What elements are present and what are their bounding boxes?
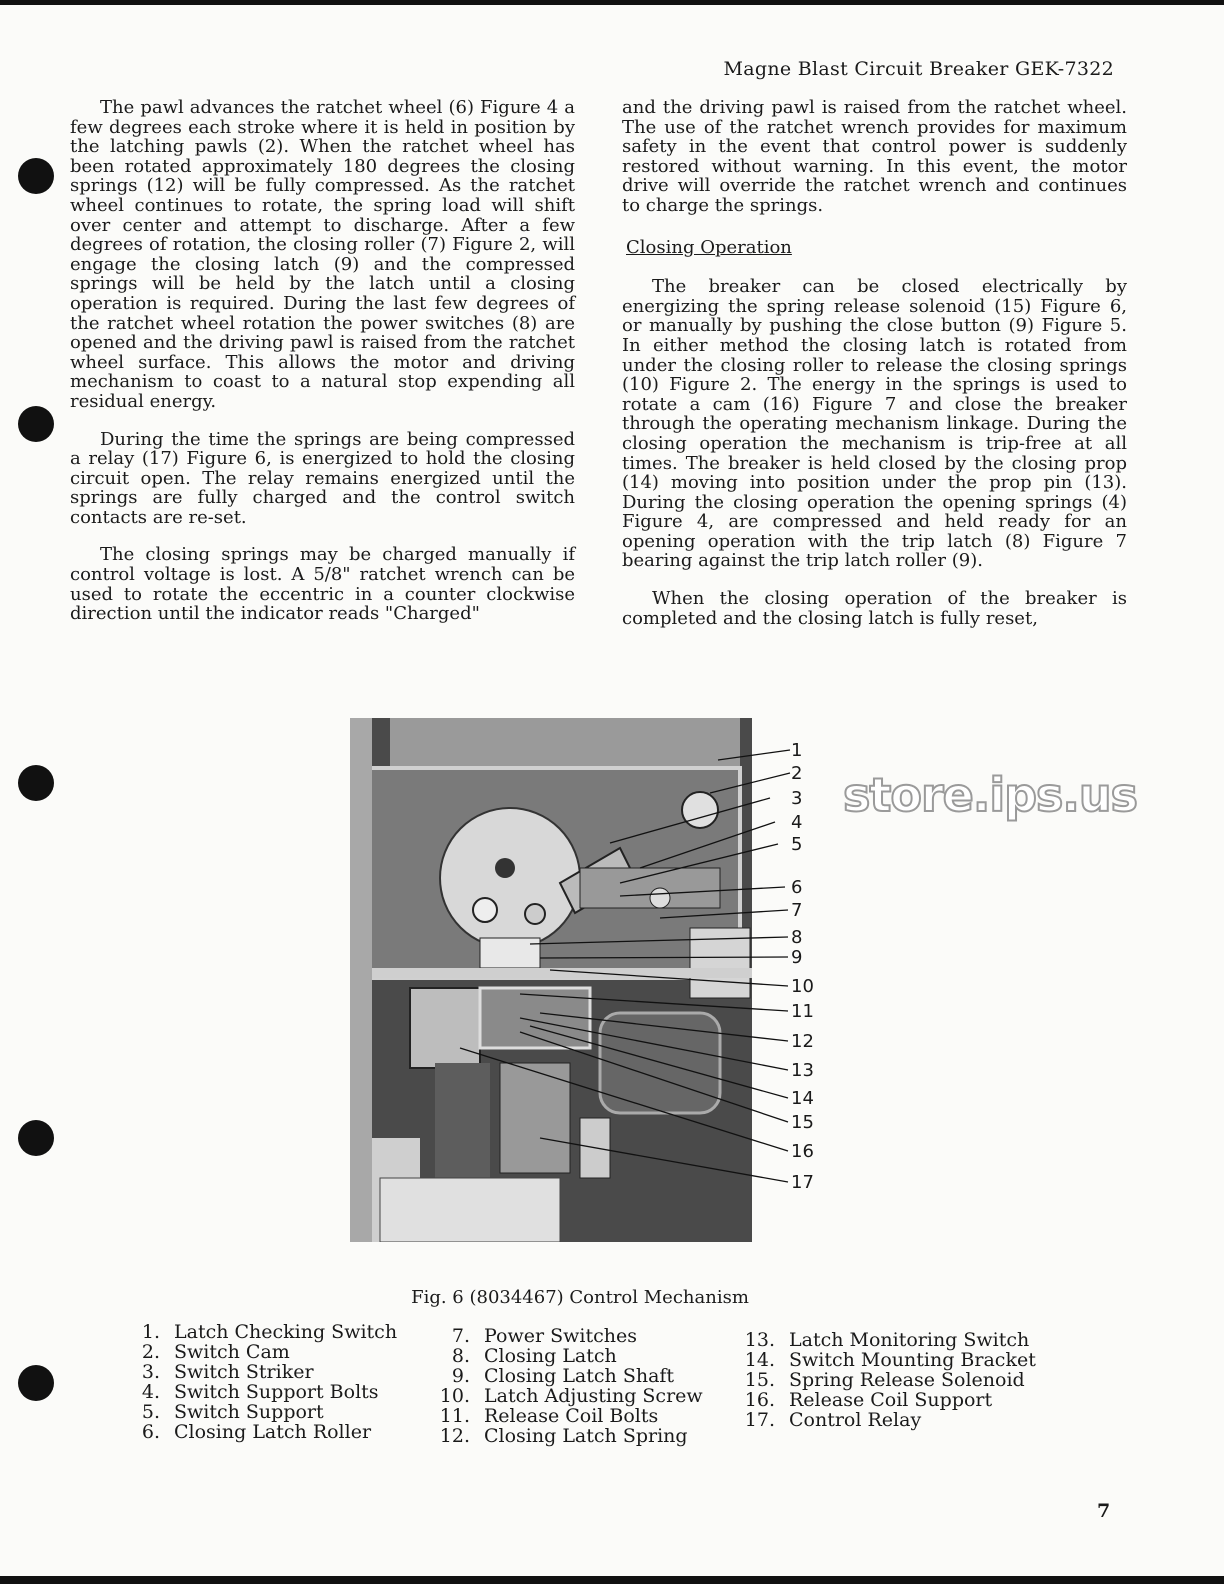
binder-hole (18, 158, 54, 194)
legend-item: 5. Switch Support (141, 1401, 324, 1423)
callout-number: 15 (791, 1112, 814, 1133)
watermark: store.ips.us (843, 768, 1138, 822)
scan-bottom-edge (0, 1576, 1224, 1584)
callout-number: 17 (791, 1172, 814, 1193)
legend-item: 8. Closing Latch (451, 1345, 617, 1367)
page-number: 7 (1097, 1500, 1111, 1522)
legend-item: 9. Closing Latch Shaft (451, 1365, 675, 1387)
legend-item: 11. Release Coil Bolts (439, 1405, 659, 1427)
legend-item: 12. Closing Latch Spring (439, 1425, 688, 1447)
binder-hole (18, 1120, 54, 1156)
callout-number: 14 (791, 1088, 814, 1109)
figure-caption: Fig. 6 (8034467) Control Mechanism (411, 1287, 749, 1308)
callout-number: 8 (791, 927, 803, 948)
callout-number: 12 (791, 1031, 814, 1052)
left-column (70, 98, 575, 642)
callout-number: 10 (791, 976, 814, 997)
legend-item: 7. Power Switches (451, 1325, 637, 1347)
legend-item: 17. Control Relay (744, 1409, 922, 1431)
callout-number: 7 (791, 900, 803, 921)
legend-column-1 (120, 1322, 397, 1442)
page-header: Magne Blast Circuit Breaker GEK-7322 (723, 58, 1114, 80)
legend-item: 3. Switch Striker (141, 1361, 314, 1383)
binder-hole (18, 406, 54, 442)
paragraph: The breaker can be closed electrically by energizing the spring release solenoid (15) Figure 6, or manually by pushing the close button (9) Figure 5. In either method the closing latch is rotated from under the closing roller to release the closing springs (10) Figure 2. The energy in the springs is used to rotate a cam (16) Figure 7 and close the breaker through the operating mechanism linkage. During the closing operation the mechanism is trip-free at all times. The breaker is held closed by the closing prop (14) moving into position under the prop pin (13). During the closing operation the opening springs (4) Figure 4, are compressed and held ready for an opening operation with the trip latch (8) Figure 7 bearing against the trip latch roller (9). (622, 276, 1127, 572)
paragraph: When the closing operation of the breaker is completed and the closing latch is fully reset, (622, 588, 1127, 629)
scan-top-edge (0, 0, 1224, 5)
callout-number: 2 (791, 763, 803, 784)
legend-item: 15. Spring Release Solenoid (744, 1369, 1025, 1391)
binder-hole (18, 765, 54, 801)
callout-number: 11 (791, 1001, 814, 1022)
callout-number: 4 (791, 812, 803, 833)
section-heading: Closing Operation (626, 236, 792, 258)
legend-column-3 (735, 1330, 1036, 1430)
legend-item: 10. Latch Adjusting Screw (439, 1385, 703, 1407)
paragraph: The closing springs may be charged manually if control voltage is lost. A 5/8" ratchet wrench can be used to rotate the eccentric in a counter clockwise direction until the indicator reads "Charged" (70, 544, 575, 625)
legend-item: 4. Switch Support Bolts (141, 1381, 379, 1403)
legend-column-2 (430, 1326, 703, 1446)
paragraph: During the time the springs are being compressed a relay (17) Figure 6, is energized to hold the closing circuit open. The relay remains energized until the springs are fully charged and the control switch contacts are re-set. (70, 428, 575, 528)
legend-item: 6. Closing Latch Roller (141, 1421, 372, 1443)
binder-hole (18, 1365, 54, 1401)
callout-leader-lines (700, 718, 860, 1218)
legend-item: 14. Switch Mounting Bracket (744, 1349, 1036, 1371)
callout-number: 3 (791, 788, 803, 809)
callout-number: 13 (791, 1060, 814, 1081)
legend-item: 1. Latch Checking Switch (141, 1321, 398, 1343)
legend-item: 16. Release Coil Support (744, 1389, 993, 1411)
callout-number: 16 (791, 1141, 814, 1162)
callout-number: 1 (791, 740, 803, 761)
legend-item: 2. Switch Cam (141, 1341, 290, 1363)
callout-number: 5 (791, 834, 803, 855)
paragraph: and the driving pawl is raised from the ratchet wheel. The use of the ratchet wrench provides for maximum safety in the event that control power is suddenly restored without warning. In this event, the motor drive will override the ratchet wrench and continues to charge the springs. (622, 97, 1127, 216)
right-column (622, 98, 1127, 646)
callout-number: 6 (791, 877, 803, 898)
paragraph: The pawl advances the ratchet wheel (6) Figure 4 a few degrees each stroke where it is held in position by the latching pawls (2). When the ratchet wheel has been rotated approximately 180 degrees the closing springs (12) will be fully compressed. As the ratchet wheel continues to rotate, the spring load will shift over center and attempt to discharge. After a few degrees of rotation, the closing roller (7) Figure 2, will engage the closing latch (9) and the compressed springs will be held by the latch until a closing operation is required. During the last few degrees of the ratchet wheel rotation the power switches (8) are opened and the driving pawl is raised from the ratchet wheel surface. This allows the motor and driving mechanism to coast to a natural stop expending all residual energy. (70, 97, 575, 412)
legend-item: 13. Latch Monitoring Switch (744, 1329, 1030, 1351)
callout-number: 9 (791, 947, 803, 968)
